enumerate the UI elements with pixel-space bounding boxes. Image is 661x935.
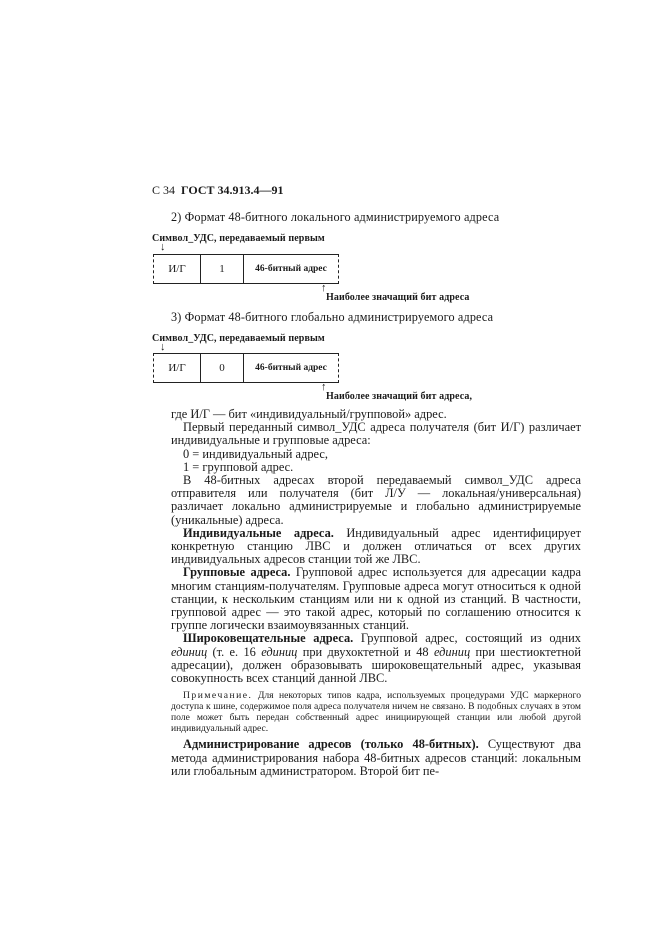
- page-header: [152, 183, 284, 198]
- down-arrow-icon: ↓: [160, 341, 166, 353]
- format2-address-diagram: [153, 254, 339, 284]
- document-code: ГОСТ 34.913.4—91: [181, 183, 284, 197]
- note-label: Примечание.: [183, 690, 253, 702]
- note: Примечание. Для некоторых типов кадра, используемых процедурами УДС маркерного доступа к шине, содержимое поля адреса получателя ничем не связано. В подобных случаях в этом поле может быть передан собственный адрес инициирующей станции или любой другой индивидуальный адрес.: [171, 690, 582, 734]
- format2-symbol-label: Символ_УДС, передаваемый первым: [152, 233, 325, 244]
- down-arrow-icon: ↓: [160, 241, 166, 253]
- where-line: где И/Г — бит «индивидуальный/групповой» адрес.: [171, 407, 447, 421]
- paragraph-administration: Администрирование адресов (только 48-битных). Существуют два метода администрирования набора 48-битных адресов станций: локальным или глобальным администратором. Второй бит пе-: [171, 737, 581, 778]
- list-item: 0 = индивидуальный адрес,: [183, 446, 328, 461]
- format3-address-diagram: [153, 353, 339, 383]
- body-text: [171, 408, 581, 778]
- up-arrow-icon: ↑: [321, 282, 327, 294]
- lu-bit-cell: 0: [201, 354, 244, 382]
- section-title: Широковещательные адреса.: [183, 631, 354, 646]
- section-title: Групповые адреса.: [183, 565, 291, 580]
- format3-caption: 3) Формат 48-битного глобально администрируемого адреса: [171, 310, 494, 324]
- section-title: Администрирование адресов (только 48-битных).: [183, 737, 479, 752]
- format3-symbol-label: Символ_УДС, передаваемый первым: [152, 333, 325, 344]
- paragraph-lu-bit: В 48-битных адресах второй передаваемый символ_УДС адреса отправителя или получателя (бит Л/У — локальная/универсальная) различает локально администрируемые и глобально администрируемые (уникальные) адреса.: [171, 473, 581, 527]
- format3-msb-label: Наиболее значащий бит адреса,: [326, 391, 473, 402]
- address-bits-cell: 46-битный адрес: [255, 264, 327, 274]
- lu-bit-cell: 1: [201, 255, 244, 283]
- ig-bit-cell: И/Г: [154, 255, 201, 283]
- paragraph-individual: Индивидуальные адреса. Индивидуальный адрес идентифицирует конкретную станцию ЛВС и должен отличаться от всех других индивидуальных адресов станции той же ЛВС.: [171, 525, 581, 567]
- list-item: 1 = групповой адрес.: [183, 459, 294, 474]
- paragraph-ig-bit: Первый переданный символ_УДС адреса получателя (бит И/Г) различает индивидуальные и групповые адреса:: [171, 420, 581, 448]
- ig-bit-cell: И/Г: [154, 354, 201, 382]
- address-bits-cell: 46-битный адрес: [255, 363, 327, 373]
- up-arrow-icon: ↑: [321, 381, 327, 393]
- format2-caption: 2) Формат 48-битного локального администрируемого адреса: [171, 210, 500, 224]
- page-number: С 34: [152, 183, 176, 197]
- section-title: Индивидуальные адреса.: [183, 525, 334, 540]
- paragraph-broadcast: Широковещательные адреса. Групповой адрес, состоящий из одних единиц (т. е. 16 единиц при двухоктетной и 48 единиц при шестиоктетной адресации), должен образовывать широковещательный адрес, указывая совокупность всех станций данной ЛВС.: [171, 631, 582, 686]
- format2-msb-label: Наиболее значащий бит адреса: [326, 292, 470, 303]
- paragraph-group: Групповые адреса. Групповой адрес используется для адресации кадра многим станциям-получателям. Групповые адреса могут относиться к одной станции, к нескольким станциям или ни к одной из станций. В частности, групповой адрес — это такой адрес, который по соглашению относится к группе логически взаимоувязанных станций.: [171, 565, 581, 633]
